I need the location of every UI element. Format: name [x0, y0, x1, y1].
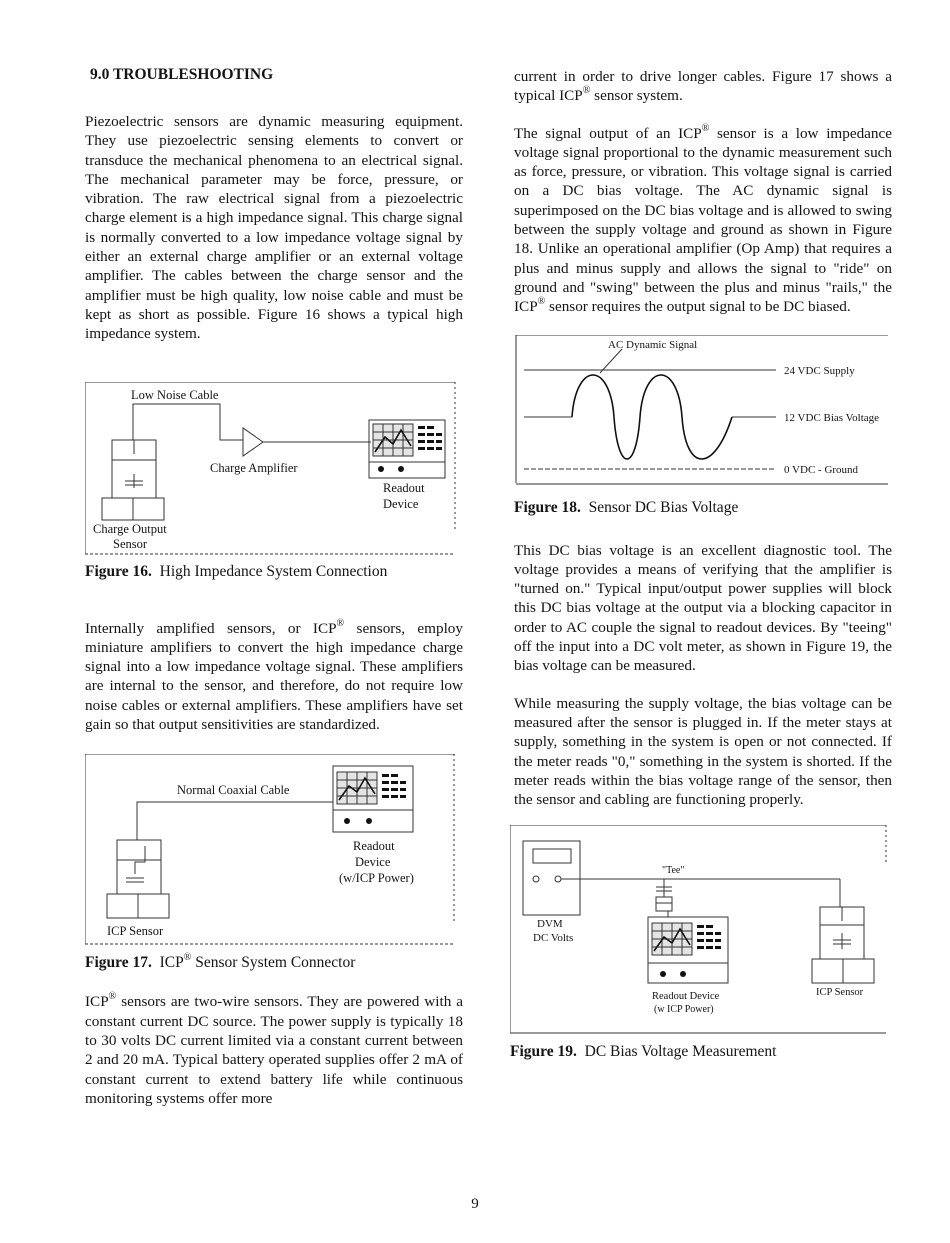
fig19-caption-label: Figure 19. — [510, 1043, 577, 1061]
fig17-readout-label-1: Readout — [353, 839, 395, 854]
fig16-cable-label: Low Noise Cable — [131, 387, 219, 402]
figure-17-diagram — [85, 754, 463, 950]
continuation-paragraph-a: current in order to drive longer cables. Figure 17 shows a typical ICP — [514, 68, 892, 105]
two-wire-paragraph — [85, 992, 463, 1108]
fig16-caption-title: High Impedance System Connection — [159, 562, 388, 580]
registered-mark: ® — [183, 952, 192, 964]
fig19-readout-label-2: (w ICP Power) — [654, 1004, 714, 1016]
fig17-readout-label-2: Device — [355, 855, 391, 870]
fig16-sensor-label-2: Sensor — [113, 536, 148, 551]
fig18-ground-label: 0 VDC - Ground — [784, 463, 859, 476]
fig19-readout-label-1: Readout Device — [652, 991, 720, 1003]
signal-paragraph — [514, 124, 892, 317]
fig18-supply-label: 24 VDC Supply — [784, 364, 855, 377]
figure-16-diagram — [85, 382, 463, 560]
icp-paragraph-a: Internally amplified sensors, or ICP — [85, 619, 337, 637]
fig18-caption-title: Sensor DC Bias Voltage — [588, 498, 739, 516]
fig16-readout-label-1: Readout — [383, 480, 425, 495]
right-column — [510, 67, 892, 1061]
continuation-paragraph — [514, 67, 892, 106]
continuation-paragraph-b: sensor system. — [590, 87, 683, 105]
fig16-readout-label-2: Device — [383, 496, 419, 511]
fig19-sensor-label: ICP Sensor — [816, 987, 864, 999]
two-wire-paragraph-a: ICP — [85, 993, 109, 1011]
fig19-tee-label: "Tee" — [662, 865, 685, 877]
section-heading: 9.0 TROUBLESHOOTING — [90, 66, 274, 83]
diagnostic-paragraph: This DC bias voltage is an excellent diagnostic tool. The voltage provides a means of verifying that the amplifier is "turned on." Typical input/output power supplies will block this DC bias voltage at the output via a blocking capacitor in order to AC couple the signal to readout devices. By "teeing" off the input into a DC volt meter, as shown in Figure 19, the bias voltage can be measured. — [514, 541, 892, 675]
fig16-amplifier-label: Charge Amplifier — [210, 460, 298, 475]
registered-mark: ® — [537, 296, 546, 308]
registered-mark: ® — [336, 617, 345, 629]
figure-17-caption — [85, 954, 463, 972]
fig16-caption-label: Figure 16. — [85, 562, 152, 580]
icp-paragraph-b: sensors, employ miniature amplifiers to convert the high impedance charge signal into a low impedance voltage signal. These amplifiers are internal to the sensor, and therefore, do not require low noise cables or external amplifiers. These amplifiers have set gain so that output sensitivities are standardized. — [85, 619, 463, 734]
registered-mark: ® — [701, 122, 710, 134]
fig17-caption-title-a: ICP — [159, 954, 184, 972]
fig19-dvm-label-2: DC Volts — [533, 932, 574, 945]
figure-18-diagram — [514, 335, 892, 489]
signal-paragraph-b: sensor is a low impedance voltage signal proportional to the dynamic measurement such as force, pressure, or vibration. This voltage signal is carried on a DC bias voltage. The AC dynamic signal is superimposed on the DC bias voltage and is allowed to swing between the supply voltage and ground as shown in Figure 18. Unlike an operational amplifier (Op Amp) that requires a plus and minus supply and allows the signal to "ride" on ground and "swing" between the plus and minus "rails," the ICP — [514, 124, 892, 316]
figure-18-caption — [514, 499, 892, 517]
fig16-sensor-label-1: Charge Output — [93, 521, 167, 536]
figure-18 — [514, 335, 892, 517]
figure-19-caption — [510, 1043, 892, 1061]
measurement-paragraph: While measuring the supply voltage, the bias voltage can be measured after the sensor is plugged in. If the meter stays at supply, something in the system is open or not connected. If the meter reads "0," something in the system is shorted. If the meter reads within the bias voltage range of the sensor, then the sensor and cabling are functioning properly. — [514, 694, 892, 809]
icp-paragraph — [85, 619, 463, 735]
fig19-caption-title: DC Bias Voltage Measurement — [584, 1043, 777, 1061]
fig18-ac-label: AC Dynamic Signal — [608, 338, 698, 351]
two-wire-paragraph-b: sensors are two-wire sensors. They are powered with a constant current DC source. The power supply is typically 18 to 30 volts DC current limited via a constant current between 2 and 20 mA. Typical battery operated supplies offer 2 mA of constant current to extend battery life while continuous monitoring systems offer more — [85, 993, 463, 1107]
registered-mark: ® — [108, 991, 117, 1003]
fig17-caption-label: Figure 17. — [85, 954, 152, 972]
fig17-readout-label-3: (w/ICP Power) — [339, 871, 414, 886]
figure-16-caption — [85, 563, 463, 581]
intro-paragraph: Piezoelectric sensors are dynamic measuring equipment. They use piezoelectric sensing elements to convert or transduce the mechanical phenomena to an electrical signal. The mechanical parameter may be force, pressure, or vibration. The raw electrical signal from a piezoelectric charge element is a high impedance signal. This charge signal is normally converted to a low impedance voltage signal by either an external charge amplifier or an external voltage amplifier. The cables between the charge sensor and the amplifier must be high quality, low noise cable and must be kept as short as possible. Figure 16 shows a typical high impedance system. — [85, 113, 463, 343]
figure-17 — [85, 754, 463, 972]
registered-mark: ® — [582, 85, 591, 97]
fig17-caption-title-b: Sensor System Connector — [191, 954, 356, 972]
signal-paragraph-c: sensor requires the output signal to be DC biased. — [545, 298, 851, 316]
fig17-cable-label: Normal Coaxial Cable — [177, 783, 290, 798]
page-number: 9 — [471, 1196, 479, 1212]
left-column — [85, 62, 463, 1108]
fig17-sensor-label: ICP Sensor — [107, 924, 164, 939]
figure-19-diagram — [510, 825, 892, 1039]
figure-16 — [85, 382, 463, 581]
figure-19 — [510, 825, 892, 1061]
fig19-dvm-label-1: DVM — [537, 918, 563, 931]
fig18-bias-label: 12 VDC Bias Voltage — [784, 411, 880, 424]
fig18-caption-label: Figure 18. — [514, 498, 581, 516]
signal-paragraph-a: The signal output of an ICP — [514, 124, 702, 142]
